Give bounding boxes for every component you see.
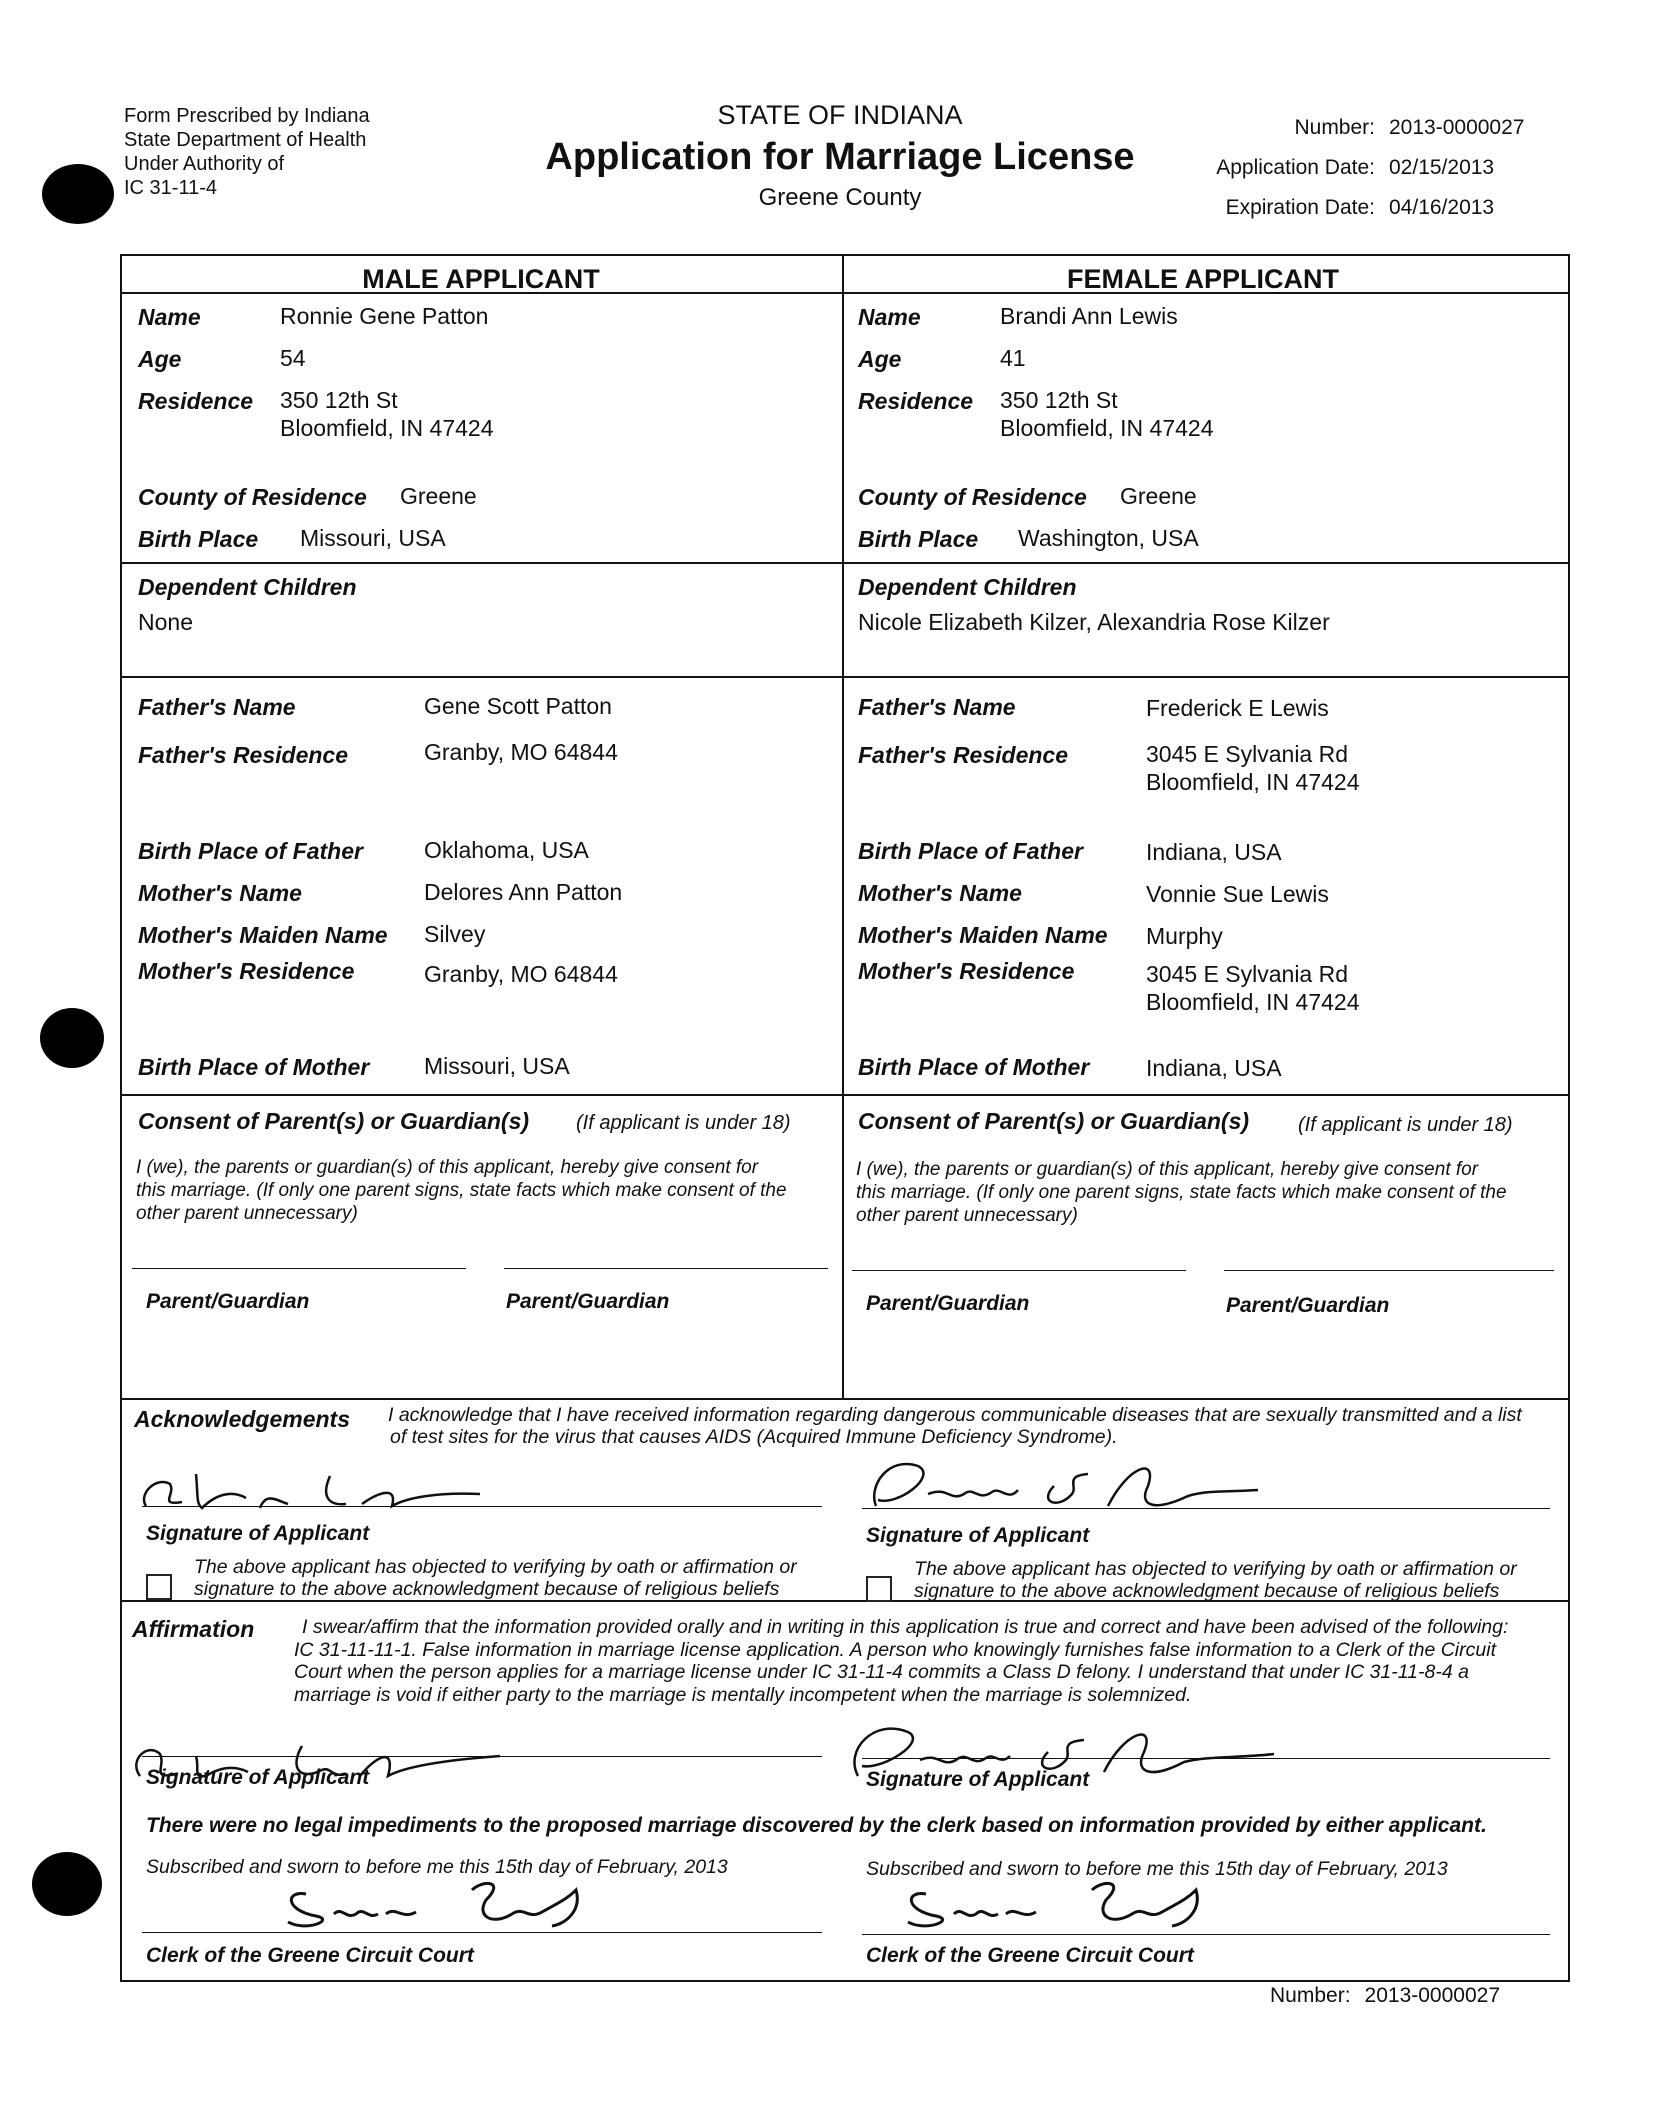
consent-line: I (we), the parents or guardian(s) of this applicant, hereby give consent for [136, 1157, 759, 1178]
female-birth-place-mother-label: Birth Place of Mother [858, 1054, 1090, 1080]
expiration-date-label: Expiration Date: [1225, 196, 1375, 219]
female-fathers-name-label: Father's Name [858, 694, 1016, 720]
male-birth-place-label: Birth Place [138, 526, 259, 552]
male-residence-label: Residence [138, 388, 254, 414]
female-parent-guardian-label-2: Parent/Guardian [1226, 1294, 1390, 1317]
punch-hole-middle [40, 1008, 104, 1068]
prescribed-line-1: Form Prescribed by Indiana [124, 105, 370, 127]
female-signature-label-ack: Signature of Applicant [866, 1524, 1090, 1547]
affirmation-line: marriage is void if either party to the marriage is mentally incompetent when the marriage is solemnized. [294, 1683, 1192, 1706]
acknowledgement-line: I acknowledge that I have received information regarding dangerous communicable diseases that are sexually transmitted and a list [388, 1404, 1522, 1426]
divider [122, 1398, 1568, 1400]
male-objection-text [194, 1556, 834, 1600]
divider [122, 1094, 1568, 1096]
female-clerk-signature-line[interactable] [862, 1934, 1550, 1935]
female-mothers-maiden-label: Mother's Maiden Name [858, 922, 1108, 948]
male-parent-guardian-label-2: Parent/Guardian [506, 1290, 670, 1313]
female-age-value: 41 [1000, 345, 1026, 371]
female-mothers-maiden-value: Murphy [1146, 923, 1223, 949]
female-signature-scribble [858, 1446, 1288, 1526]
female-birth-place-mother-value: Indiana, USA [1146, 1055, 1282, 1081]
male-dependent-children-value: None [138, 609, 193, 635]
male-signature-scribble [136, 1454, 496, 1518]
prescribed-line-3: Under Authority of [124, 153, 285, 175]
affirmation-line: Court when the person applies for a marriage license under IC 31-11-4 commits a Class D felony. I understand that under IC 31-11-8-4 a [294, 1661, 1469, 1683]
female-parent-guardian-label-1: Parent/Guardian [866, 1292, 1030, 1315]
male-signature-label-ack: Signature of Applicant [146, 1522, 370, 1545]
male-county-label: County of Residence [138, 484, 367, 510]
male-signature-line-ack[interactable] [142, 1506, 822, 1507]
male-fathers-residence-label: Father's Residence [138, 742, 348, 768]
male-parent-guardian-label-1: Parent/Guardian [146, 1290, 310, 1313]
male-signature-line-affirmation[interactable] [142, 1756, 822, 1757]
female-name-label: Name [858, 304, 921, 330]
prescribed-by [124, 104, 370, 200]
page-title: Application for Marriage License [545, 136, 1135, 178]
female-applicant-heading: FEMALE APPLICANT [1067, 264, 1339, 294]
female-parent-signature-line-2[interactable] [1224, 1270, 1554, 1271]
male-birth-place-father-label: Birth Place of Father [138, 838, 363, 864]
male-signature-label-affirmation: Signature of Applicant [146, 1766, 370, 1789]
female-fathers-name-value: Frederick E Lewis [1146, 695, 1329, 721]
affirmation-title: Affirmation [132, 1616, 255, 1642]
female-fathers-residence-label: Father's Residence [858, 742, 1068, 768]
female-clerk-label: Clerk of the Greene Circuit Court [866, 1944, 1194, 1967]
male-clerk-label: Clerk of the Greene Circuit Court [146, 1944, 474, 1967]
male-mothers-maiden-label: Mother's Maiden Name [138, 922, 388, 948]
female-county-value: Greene [1120, 483, 1197, 509]
male-consent-text [136, 1156, 836, 1225]
female-residence-line-2: Bloomfield, IN 47424 [1000, 415, 1214, 441]
impediments-statement: There were no legal impediments to the proposed marriage discovered by the clerk based on information provided by either applicant. [146, 1814, 1487, 1837]
license-form [120, 254, 1570, 1982]
punch-hole-bottom [32, 1852, 102, 1916]
objection-line: The above applicant has objected to verifying by oath or affirmation or [194, 1556, 797, 1578]
male-fathers-name-value: Gene Scott Patton [424, 693, 612, 719]
female-county-label: County of Residence [858, 484, 1087, 510]
objection-line: The above applicant has objected to verifying by oath or affirmation or [914, 1558, 1517, 1580]
footer-number-value: 2013-0000027 [1364, 1984, 1500, 2007]
female-mothers-name-label: Mother's Name [858, 880, 1022, 906]
female-dependent-children-label: Dependent Children [858, 574, 1077, 600]
number-label: Number: [1294, 116, 1375, 139]
affirmation-text [294, 1616, 1564, 1706]
male-age-label: Age [138, 346, 182, 372]
consent-line: other parent unnecessary) [856, 1205, 1078, 1226]
footer-number-label: Number: [1270, 1984, 1351, 2007]
column-divider [842, 256, 844, 1398]
female-residence-value [1000, 386, 1214, 442]
female-fathers-residence-line-2: Bloomfield, IN 47424 [1146, 769, 1360, 795]
header-meta [1160, 108, 1530, 228]
acknowledgements-text [388, 1404, 1564, 1448]
number-value: 2013-0000027 [1389, 116, 1525, 139]
application-date-label: Application Date: [1216, 156, 1375, 179]
affirmation-line: IC 31-11-11-1. False information in marriage license application. A person who knowingly furnishes false information to a Clerk of the Circuit [294, 1638, 1496, 1661]
male-mothers-maiden-value: Silvey [424, 921, 486, 947]
female-fathers-residence-line-1: 3045 E Sylvania Rd [1146, 741, 1349, 767]
female-subscribed-text: Subscribed and sworn to before me this 15th day of February, 2013 [866, 1858, 1448, 1880]
female-objection-checkbox[interactable] [866, 1576, 892, 1602]
female-mothers-residence-value [1146, 960, 1360, 1016]
clerk-signature-scribble-left [276, 1870, 616, 1934]
female-dependent-children-value: Nicole Elizabeth Kilzer, Alexandria Rose Kilzer [858, 609, 1330, 635]
punch-hole-top [42, 164, 114, 224]
male-fathers-residence-value: Granby, MO 64844 [424, 739, 618, 765]
female-consent-note: (If applicant is under 18) [1298, 1114, 1513, 1136]
male-clerk-signature-line[interactable] [142, 1932, 822, 1933]
female-mothers-residence-line-2: Bloomfield, IN 47424 [1146, 989, 1360, 1015]
female-birth-place-value: Washington, USA [1018, 525, 1199, 551]
male-parent-signature-line-2[interactable] [504, 1268, 828, 1269]
divider [122, 676, 1568, 678]
male-mothers-name-label: Mother's Name [138, 880, 302, 906]
divider [122, 562, 1568, 564]
consent-line: other parent unnecessary) [136, 1203, 358, 1224]
expiration-date-value: 04/16/2013 [1389, 196, 1495, 219]
male-mothers-name-value: Delores Ann Patton [424, 879, 623, 905]
male-residence-line-1: 350 12th St [280, 387, 398, 413]
female-consent-title: Consent of Parent(s) or Guardian(s) [858, 1108, 1250, 1134]
acknowledgement-line: of test sites for the virus that causes AIDS (Acquired Immune Deficiency Syndrome). [390, 1426, 1118, 1448]
footer-number [1270, 1984, 1500, 2008]
male-birth-place-father-value: Oklahoma, USA [424, 837, 589, 863]
male-applicant-heading: MALE APPLICANT [362, 264, 600, 294]
male-mothers-residence-label: Mother's Residence [138, 958, 355, 984]
female-name-value: Brandi Ann Lewis [1000, 303, 1178, 329]
consent-line: this marriage. (If only one parent signs, state facts which make consent of the [136, 1180, 787, 1201]
female-mothers-name-value: Vonnie Sue Lewis [1146, 881, 1329, 907]
female-consent-text [856, 1158, 1556, 1227]
acknowledgements-title: Acknowledgements [134, 1406, 350, 1432]
prescribed-line-2: State Department of Health [124, 129, 367, 151]
female-parent-signature-line-1[interactable] [852, 1270, 1186, 1271]
female-residence-label: Residence [858, 388, 974, 414]
male-name-label: Name [138, 304, 201, 330]
male-birth-place-mother-value: Missouri, USA [424, 1053, 570, 1079]
male-objection-checkbox[interactable] [146, 1574, 172, 1600]
male-birth-place-mother-label: Birth Place of Mother [138, 1054, 370, 1080]
consent-line: I (we), the parents or guardian(s) of this applicant, hereby give consent for [856, 1159, 1479, 1180]
prescribed-line-4: IC 31-11-4 [124, 177, 218, 199]
male-consent-note: (If applicant is under 18) [576, 1112, 791, 1134]
male-mothers-residence-value: Granby, MO 64844 [424, 961, 618, 987]
female-signature-line-affirmation[interactable] [862, 1758, 1550, 1759]
female-birth-place-label: Birth Place [858, 526, 979, 552]
male-age-value: 54 [280, 345, 306, 371]
female-birth-place-father-label: Birth Place of Father [858, 838, 1083, 864]
female-age-label: Age [858, 346, 902, 372]
county-heading: Greene County [758, 184, 922, 211]
male-dependent-children-label: Dependent Children [138, 574, 357, 600]
state-heading: STATE OF INDIANA [717, 100, 963, 130]
clerk-signature-scribble-right [896, 1870, 1236, 1934]
male-fathers-name-label: Father's Name [138, 694, 296, 720]
male-subscribed-text: Subscribed and sworn to before me this 15th day of February, 2013 [146, 1856, 728, 1878]
female-mothers-residence-line-1: 3045 E Sylvania Rd [1146, 961, 1349, 987]
objection-line: signature to the above acknowledgment because of religious beliefs [194, 1578, 780, 1600]
consent-line: this marriage. (If only one parent signs, state facts which make consent of the [856, 1182, 1507, 1203]
male-residence-value [280, 386, 494, 442]
application-date-value: 02/15/2013 [1389, 156, 1495, 179]
male-consent-title: Consent of Parent(s) or Guardian(s) [138, 1108, 530, 1134]
male-parent-signature-line-1[interactable] [132, 1268, 466, 1269]
male-residence-line-2: Bloomfield, IN 47424 [280, 415, 494, 441]
female-birth-place-father-value: Indiana, USA [1146, 839, 1282, 865]
objection-line: signature to the above acknowledgment because of religious beliefs [914, 1580, 1500, 1602]
affirmation-line: I swear/affirm that the information provided orally and in writing in this application is true and correct and have been advised of the following: [302, 1616, 1509, 1638]
male-birth-place-value: Missouri, USA [300, 525, 446, 551]
female-residence-line-1: 350 12th St [1000, 387, 1118, 413]
female-signature-line-ack[interactable] [862, 1508, 1550, 1509]
female-signature-label-affirmation: Signature of Applicant [866, 1768, 1090, 1791]
male-name-value: Ronnie Gene Patton [280, 303, 489, 329]
female-mothers-residence-label: Mother's Residence [858, 958, 1075, 984]
female-objection-text [914, 1558, 1554, 1602]
male-county-value: Greene [400, 483, 477, 509]
female-fathers-residence-value [1146, 740, 1360, 796]
